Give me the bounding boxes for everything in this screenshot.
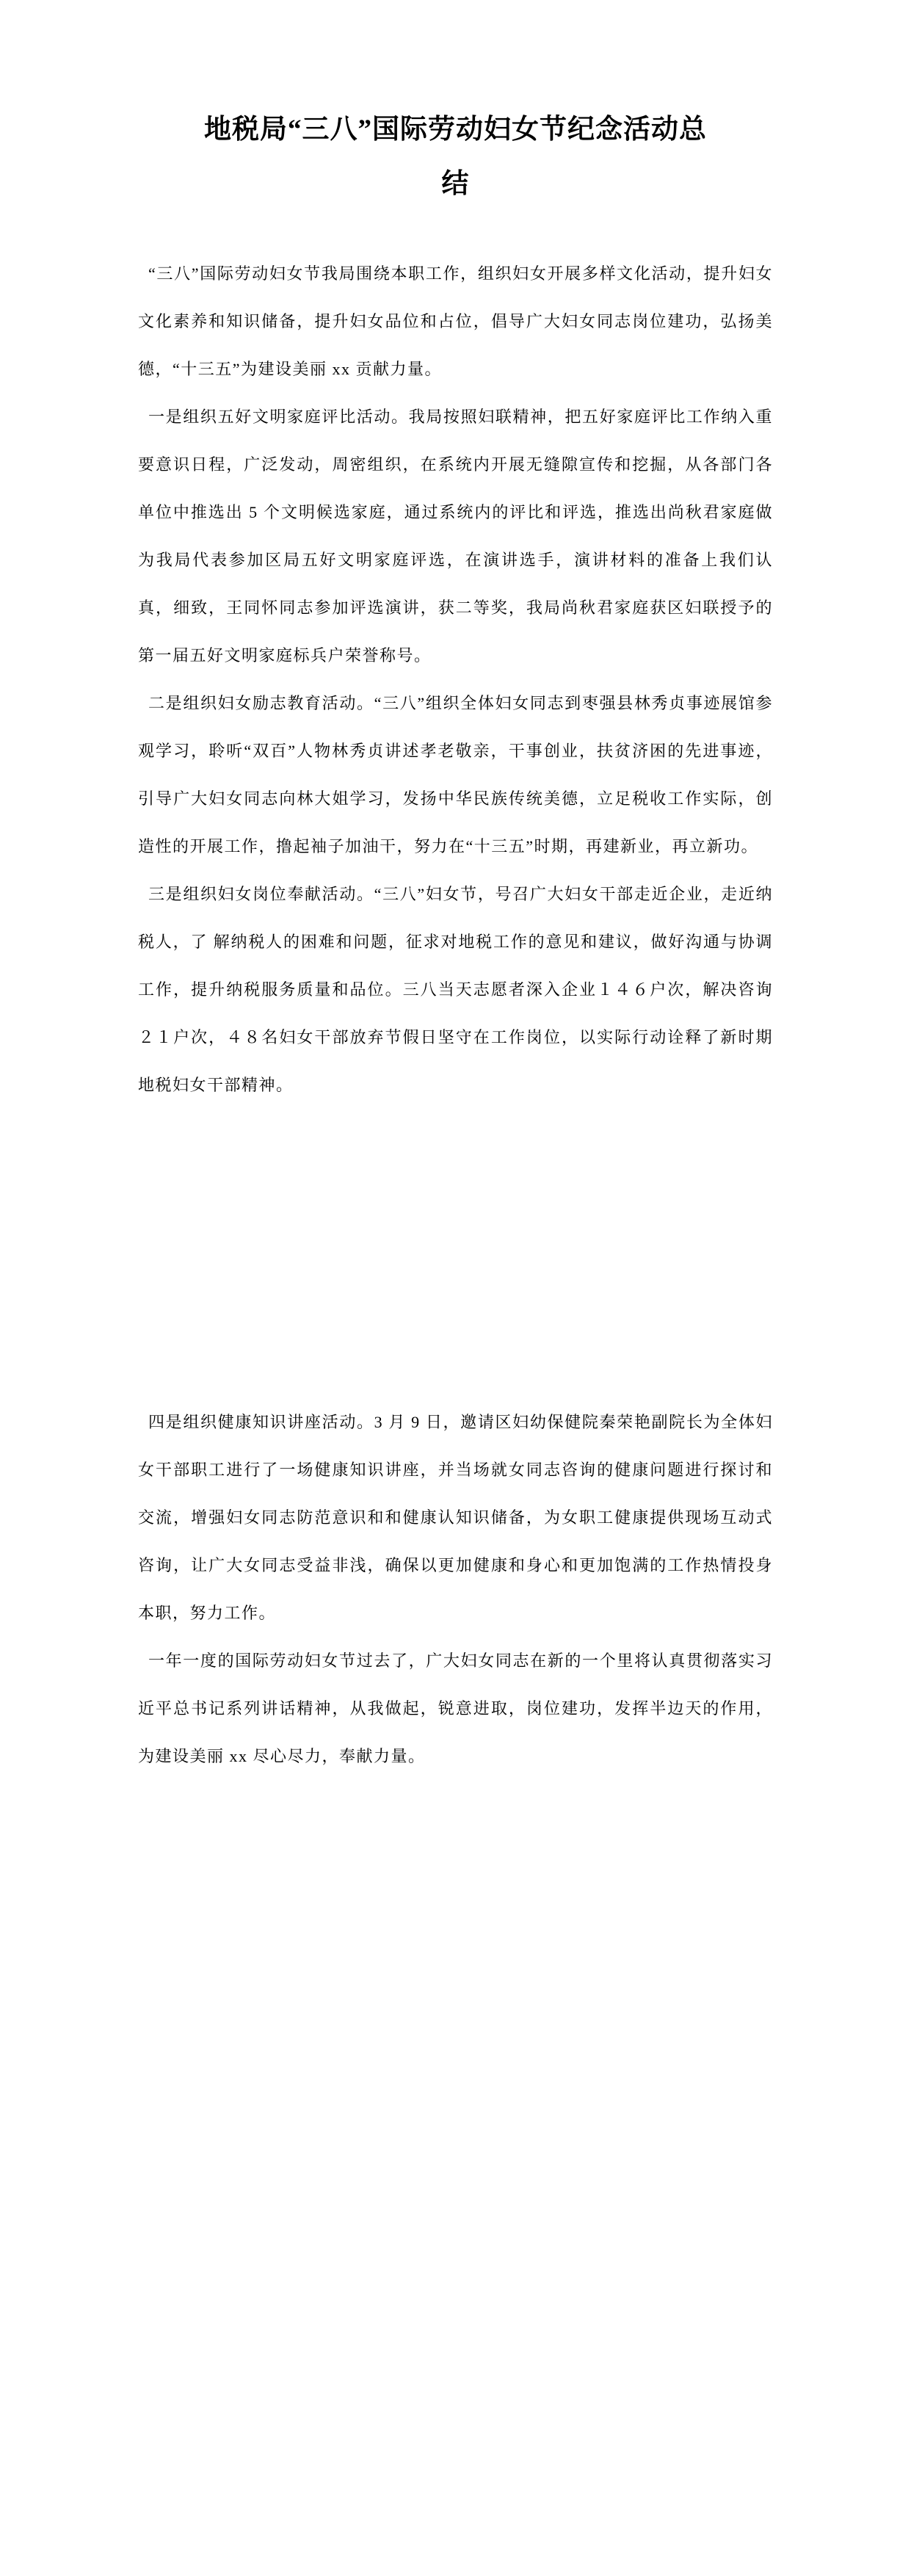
document-title-line-1: 地税局“三八”国际劳动妇女节纪念活动总: [204, 115, 707, 145]
paragraph-closing: 一年一度的国际劳动妇女节过去了，广大妇女同志在新的一个里将认真贯彻落实习近平总书记系列讲话精神，从我做起，锐意进取，岗位建功，发挥半边天的作用，为建设美丽 xx 尽心尽力，奉献力量。: [138, 1651, 773, 1765]
paragraph-item-3: 三是组织妇女岗位奉献活动。“三八”妇女节，号召广大妇女干部走近企业，走近纳税人，了 解纳税人的困难和问题，征求对地税工作的意见和建议，做好沟通与协调工作，提升纳税服务质量和品位。三八当天志愿者深入企业１４６户次，解决咨询２１户次，４８名妇女干部放弃节假日坚守在工作岗位，以实际行动诠释了新时期地税妇女干部精神。: [138, 885, 773, 1094]
paragraph-item-4: 四是组织健康知识讲座活动。3 月 9 日，邀请区妇幼保健院秦荣艳副院长为全体妇女干部职工进行了一场健康知识讲座，并当场就女同志咨询的健康问题进行探讨和交流，增强妇女同志防范意识和和健康认知识储备，为女职工健康提供现场互动式咨询，让广大女同志受益非浅，确保以更加健康和身心和更加饱满的工作热情投身本职，努力工作。: [138, 1413, 773, 1622]
document-page-2: [0, 1288, 911, 2576]
paragraph-item-1: 一是组织五好文明家庭评比活动。我局按照妇联精神，把五好家庭评比工作纳入重要意识日程，广泛发动，周密组织，在系统内开展无缝隙宣传和挖掘，从各部门各单位中推选出 5 个文明候选家庭，通过系统内的评比和评选，推选出尚秋君家庭做为我局代表参加区局五好文明家庭评选，在演讲选手，演讲材料的准备上我们认真，细致，王同怀同志参加评选演讲，获二等奖，我局尚秋君家庭获区妇联授予的第一届五好文明家庭标兵户荣誉称号。: [138, 408, 773, 665]
document-title-line-2: 结: [441, 169, 470, 199]
paragraph-item-2: 二是组织妇女励志教育活动。“三八”组织全体妇女同志到枣强县林秀贞事迹展馆参观学习，聆听“双百”人物林秀贞讲述孝老敬亲，干事创业，扶贫济困的先进事迹，引导广大妇女同志向林大姐学习，发扬中华民族传统美德，立足税收工作实际，创造性的开展工作，撸起袖子加油干，努力在“十三五”时期，再建新业，再立新功。: [138, 694, 773, 855]
paragraph-intro: “三八”国际劳动妇女节我局围绕本职工作，组织妇女开展多样文化活动，提升妇女文化素养和知识储备，提升妇女品位和占位，倡导广大妇女同志岗位建功，弘扬美德，“十三五”为建设美丽 xx 贡献力量。: [138, 264, 773, 378]
document-title: [138, 103, 773, 211]
